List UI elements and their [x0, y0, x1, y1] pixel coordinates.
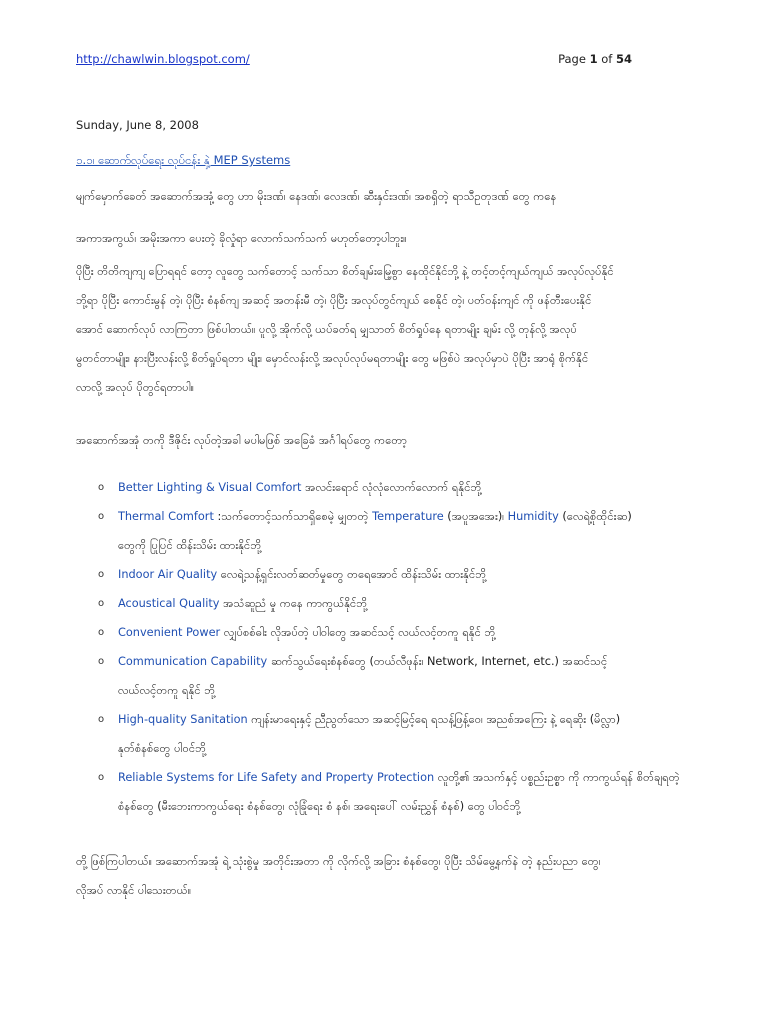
- text-line: လိုအပ် လာနိုင် ပါသေးတယ်။: [76, 884, 192, 897]
- list-term: Thermal Comfort: [118, 510, 214, 523]
- text-line: တို့ ဖြစ်ကြပါတယ်။ အဆောက်အအုံ ရဲ့ သုံးစွဲမှု အတိုင်းအတာ ကို လိုက်လို့ အခြား စံနစ်တွေ၊ ပိုပြီး သိမ်မွေ့နက်နဲ တဲ့ နည်းပညာ တွေ၊: [76, 855, 601, 868]
- list-item: o Indoor Air Quality လေရဲ့သန့်ရှင်းလတ်ဆတ်မှုတွေ တရေအောင် ထိန်းသိမ်း ထားနိုင်ဘို့: [76, 560, 696, 589]
- list-item: o Better Lighting & Visual Comfort အလင်းရောင် လုံလုံလောက်လောက် ရနိုင်ဘို့: [76, 473, 696, 502]
- blog-url-link[interactable]: http://chawlwin.blogspot.com/: [76, 52, 250, 66]
- section-heading[interactable]: ၁.၁၊ ဆောက်လုပ်ရေး လုပ်ငန်း နှဲ့ MEP Systems: [76, 153, 291, 167]
- list-term: Indoor Air Quality: [118, 568, 218, 581]
- bullet-icon: o: [98, 656, 105, 667]
- list-item: o Reliable Systems for Life Safety and Property Protection လူတို့၏ အသက်နှင့် ပစ္စည်းဥစ္စာ ကို ကာကွယ်ရန် စိတ်ချရတဲ့ စံနစ်တွေ (မီးဘေးကာကွယ်ရေး စံနစ်တွေ၊ လုံခြုံရေး စံ နစ်၊ အရေးပေါ် လမ်းညွှန် စံနစ်) တွေ ပါဝင်ဘို့: [76, 763, 696, 821]
- list-item: o Thermal Comfort :သက်တောင့်သက်သာရှိစေမဲ့ မျှတတဲ့ Temperature (အပူအအေး)၊ Humidity (လေရဲ့စိုထိုင်းဆ) တွေကို ပြုပြင် ထိန်းသိမ်း ထားနိုင်ဘို့: [76, 502, 696, 560]
- list-term: High-quality Sanitation: [118, 713, 248, 726]
- list-term: Convenient Power: [118, 626, 221, 639]
- page-counter: Page 1 of 54: [558, 52, 632, 66]
- text-line: လာလို့ အလုပ် ပိုတွင်ရတာပါ။: [76, 381, 195, 394]
- post-date: Sunday, June 8, 2008: [76, 118, 199, 132]
- text-line: ပိုပြီး တိတိကျကျ ပြောရရင် တော့ လူတွေ သက်တောင့် သက်သာ စိတ်ချမ်းမြေ့စွာ နေထိုင်နိုင်ဘို့ နဲ့ တင့်တင့်ကျယ်ကျယ် အလုပ်လုပ်နိုင်: [76, 265, 614, 278]
- bullet-icon: o: [98, 569, 105, 580]
- list-term: Acoustical Quality: [118, 597, 220, 610]
- bullet-icon: o: [98, 714, 105, 725]
- text-line: မွတင်တာမျိုး၊ နားပြီးလန်းလို့ စိတ်ရှုပ်ရတာ မျိုး၊ မှောင်လန်းလို့ အလုပ်လုပ်မရတာမျိုး တွေ မဖြစ်ပဲ အလုပ်မှာပဲ ပိုပြီး အာရုံ စိုက်နိုင်: [76, 352, 589, 365]
- text-line: အကာအကွယ်၊ အမိုးအကာ ပေးတဲ့ ခိုလှုံရာ လောက်သက်သက် မဟုတ်တော့ပါဘူး။: [76, 232, 407, 245]
- list-item: o Convenient Power လျှပ်စစ်ဓါး လိုအပ်တဲ့ ပါဝါတွေ အဆင်သင့် လယ်လင့်တကူ ရနိုင် ဘို့: [76, 618, 696, 647]
- requirements-list: [76, 473, 696, 821]
- list-item: o Communication Capability ဆက်သွယ်ရေးစံနစ်တွေ (တယ်လီဖုန်း၊ Network, Internet, etc.) အဆင်သင့် လယ်လင့်တကူ ရနိုင် ဘို့: [76, 647, 696, 705]
- bullet-icon: o: [98, 598, 105, 609]
- list-item: o High-quality Sanitation ကျန်းမာရေးနှင့် ညီညွတ်သော အဆင့်မြင့်ရေ ရသန့်ဖြန့်ဝေ၊ အညစ်အကြေး နဲ့ ရေဆိုး (မိလ္လာ) နုတ်စံနစ်တွေ ပါဝင်ဘို့: [76, 705, 696, 763]
- intro-paragraph: [76, 182, 696, 253]
- closing-paragraph: [76, 847, 696, 905]
- text-line: ဘို့ရာ ပိုပြီး ကောင်းမွန် တဲ့၊ ပိုပြီး စံနစ်ကျ အဆင့် အတန်းမီ တဲ့၊ ပိုပြီး အလုပ်တွင်ကျယ် စေနိုင် တဲ့၊ ပတ်ဝန်းကျင် ကို ဖန်တီးပေးနိုင်: [76, 294, 592, 307]
- bullet-icon: o: [98, 511, 105, 522]
- bullet-icon: o: [98, 627, 105, 638]
- bullet-icon: o: [98, 482, 105, 493]
- intro-list-paragraph: [76, 426, 696, 455]
- list-term: Better Lighting & Visual Comfort: [118, 481, 302, 494]
- list-term: Reliable Systems for Life Safety and Property Protection: [118, 771, 435, 784]
- list-term: Communication Capability: [118, 655, 268, 668]
- text-line: အောင် ဆောက်လုပ် လာကြတာ ဖြစ်ပါတယ်။ ပူလို့ အိုက်လို့ ယပ်ခတ်ရ မျှသာတ် စိတ်ရှုပ်နေ ရတာမျိုး ချမ်း လို့ တုန်လို့ အလုပ်: [76, 323, 577, 336]
- body-paragraph: [76, 257, 696, 402]
- bullet-icon: o: [98, 772, 105, 783]
- list-item: o Acoustical Quality အသံဆူညံ မှု ကနေ ကာကွယ်နိုင်ဘို့: [76, 589, 696, 618]
- text-line: အဆောက်အအုံ တကို ဒီဇိုင်း လုပ်တဲ့အခါ မပါမဖြစ် အခြေခံ အင်္ဂါရပ်တွေ ကတော့: [76, 434, 408, 447]
- text-line: မျက်မှောက်ခေတ် အဆောက်အအုံ့ တွေ ဟာ မိုးဒဏ်၊ နေဒဏ်၊ လေဒဏ်၊ ဆီးနှင်းဒဏ်၊ အစရှိတဲ့ ရာသီဥတုဒဏ် တွေ ကနေ: [76, 190, 557, 203]
